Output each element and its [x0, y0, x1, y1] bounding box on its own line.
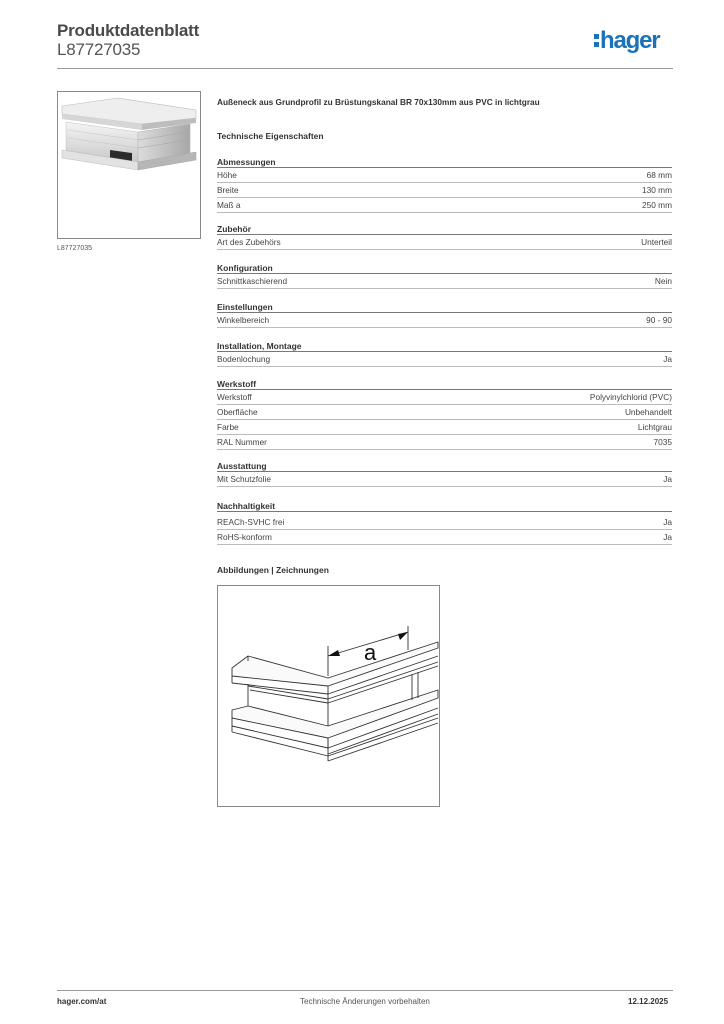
property-label: Farbe	[217, 422, 239, 432]
property-row	[217, 420, 672, 435]
property-row	[217, 390, 672, 405]
property-value: Nein	[654, 276, 672, 286]
property-value: 90 - 90	[646, 315, 672, 325]
property-label: Winkelbereich	[217, 315, 270, 325]
group-title: Abmessungen	[217, 156, 672, 168]
dimension-label: a	[364, 640, 377, 665]
footer-notice: Technische Änderungen vorbehalten	[300, 997, 430, 1006]
property-label: Schnittkaschierend	[217, 276, 288, 286]
footer-date: 12.12.2025	[628, 997, 669, 1006]
property-row	[217, 515, 672, 530]
property-label: RAL Nummer	[217, 437, 267, 447]
property-value: Ja	[663, 354, 672, 364]
property-row	[217, 313, 672, 328]
property-label: Breite	[217, 185, 239, 195]
property-row	[217, 198, 672, 213]
group-einstellungen	[217, 301, 672, 328]
article-number: L87727035	[57, 40, 141, 59]
group-title: Werkstoff	[217, 378, 672, 390]
property-value: 250 mm	[642, 200, 672, 210]
logo-dots-icon	[594, 34, 599, 50]
property-label: Art des Zubehörs	[217, 237, 281, 247]
property-row	[217, 352, 672, 367]
property-value: 68 mm	[646, 170, 672, 180]
group-abmessungen	[217, 156, 672, 213]
property-value: Polyvinylchlorid (PVC)	[589, 392, 672, 402]
property-value: Unterteil	[641, 237, 672, 247]
product-photo-icon	[58, 92, 200, 238]
group-installation	[217, 340, 672, 367]
group-title: Nachhaltigkeit	[217, 500, 672, 512]
property-row	[217, 235, 672, 250]
property-label: Bodenlochung	[217, 354, 271, 364]
product-description: Außeneck aus Grundprofil zu Brüstungskanal BR 70x130mm aus PVC in lichtgrau	[217, 97, 540, 107]
outer-corner-drawing-icon	[218, 586, 439, 806]
group-title: Installation, Montage	[217, 340, 672, 352]
property-value: Ja	[663, 532, 672, 542]
property-label: Höhe	[217, 170, 237, 180]
property-value: Lichtgrau	[637, 422, 672, 432]
property-row	[217, 183, 672, 198]
drawings-heading: Abbildungen | Zeichnungen	[217, 565, 329, 575]
property-value: 130 mm	[642, 185, 672, 195]
logo-text: hager	[600, 27, 660, 54]
property-label: Oberfläche	[217, 407, 258, 417]
page-title: Produktdatenblatt	[57, 21, 200, 40]
group-title: Zubehör	[217, 223, 672, 235]
property-row	[217, 168, 672, 183]
group-werkstoff	[217, 378, 672, 450]
technical-properties-heading: Technische Eigenschaften	[217, 131, 324, 141]
property-row	[217, 435, 672, 450]
group-konfiguration	[217, 262, 672, 289]
product-image-caption: L87727035	[57, 245, 93, 252]
property-row	[217, 405, 672, 420]
footer-divider	[57, 990, 673, 991]
property-label: REACh-SVHC frei	[217, 517, 285, 527]
hager-logo	[594, 27, 659, 55]
property-label: Maß a	[217, 200, 241, 210]
group-nachhaltigkeit	[217, 500, 672, 545]
group-zubehoer	[217, 223, 672, 250]
property-value: Unbehandelt	[624, 407, 672, 417]
group-title: Einstellungen	[217, 301, 672, 313]
property-row	[217, 472, 672, 487]
group-title: Ausstattung	[217, 460, 672, 472]
group-title: Konfiguration	[217, 262, 672, 274]
property-label: Mit Schutzfolie	[217, 474, 271, 484]
header-divider	[57, 68, 673, 69]
property-row	[217, 274, 672, 289]
technical-drawing	[217, 585, 440, 807]
property-label: Werkstoff	[217, 392, 252, 402]
property-value: Ja	[663, 474, 672, 484]
property-value: 7035	[653, 437, 672, 447]
product-image	[57, 91, 201, 239]
property-value: Ja	[663, 517, 672, 527]
property-label: RoHS-konform	[217, 532, 272, 542]
property-row	[217, 530, 672, 545]
footer-website-link[interactable]: hager.com/at	[57, 997, 107, 1006]
group-ausstattung	[217, 460, 672, 487]
